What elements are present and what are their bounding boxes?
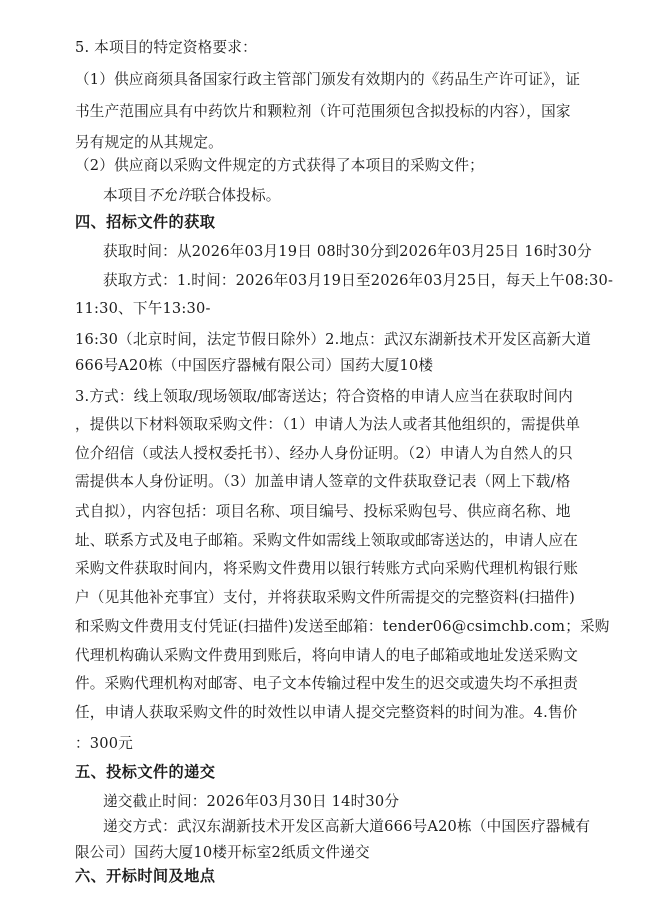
consortium-suffix: 联合体投标。 <box>191 187 281 204</box>
method-paragraph-line: ：300元 <box>75 735 134 752</box>
method-paragraph-line: 址、联系方式及电子邮箱。采购文件如需线上领取或邮寄送达的，申请人应在 <box>75 532 578 549</box>
consortium-prefix: 本项目 <box>103 187 148 204</box>
method-paragraph-line: 代理机构确认采购文件费用到账后，将向申请人的电子邮箱或地址发送采购文 <box>75 647 578 664</box>
method-paragraph-line: ，提供以下材料领取采购文件：（1）申请人为法人或者其他组织的，需提供单 <box>75 416 581 433</box>
section-6-heading: 六、开标时间及地点 <box>75 867 216 885</box>
qualification-title: 5. 本项目的特定资格要求： <box>75 39 257 56</box>
acquisition-method-line-3: 16:30（北京时间，法定节假日除外）2.地点：武汉东湖新技术开发区高新大道 <box>75 331 591 348</box>
method-paragraph-line: 件。采购代理机构对邮寄、电子文本传输过程中发生的迟交或遗失均不承担责 <box>75 675 578 692</box>
method-paragraph-line: 位介绍信（或法人授权委托书）、经办人身份证明。（2）申请人为自然人的只 <box>75 445 573 462</box>
method-paragraph-line: 户（见其他补充事宜）支付，并将获取采购文件所需提交的完整资料(扫描件) <box>75 589 575 606</box>
qualification-item-1-line-2: 书生产范围应具有中药饮片和颗粒剂（许可范围须包含拟投标的内容），国家 <box>75 103 571 120</box>
submission-deadline: 递交截止时间：2026年03月30日 14时30分 <box>103 793 400 810</box>
method-paragraph-line: 式自拟），内容包括：项目名称、项目编号、投标采购包号、供应商名称、地 <box>75 503 571 520</box>
method-paragraph-line: 3.方式：线上领取/现场领取/邮寄送达；符合资格的申请人应当在获取时间内 <box>75 388 573 405</box>
consortium-statement <box>103 186 281 206</box>
acquisition-method-line-2: 11:30、下午13:30- <box>75 300 211 317</box>
qualification-item-2: （2）供应商以采购文件规定的方式获得了本项目的采购文件； <box>75 157 484 174</box>
acquisition-method-line-4: 666号A20栋（中国医疗器械有限公司）国药大厦10楼 <box>75 357 434 374</box>
acquisition-time: 获取时间：从2026年03月19日 08时30分到2026年03月25日 16时30分 <box>103 243 592 260</box>
submission-method-line-2: 限公司）国药大厦10楼开标室2纸质文件递交 <box>75 844 370 861</box>
acquisition-method-line-1: 获取方式：1.时间：2026年03月19日至2026年03月25日，每天上午08:30- <box>103 272 614 289</box>
method-paragraph-line: 和采购文件费用支付凭证(扫描件)发送至邮箱：tender06@csimchb.com；采购 <box>75 618 610 635</box>
consortium-emphasis: 不允许 <box>147 187 192 204</box>
method-paragraph-line: 采购文件获取时间内，将采购文件费用以银行转账方式向采购代理机构银行账 <box>75 560 578 577</box>
qualification-item-1-line-1: （1）供应商须具备国家行政主管部门颁发有效期内的《药品生产许可证》，证 <box>75 71 581 88</box>
method-paragraph-line: 任，申请人获取采购文件的时效性以申请人提交完整资料的时间为准。4.售价 <box>75 704 578 721</box>
qualification-item-1-line-3: 另有规定的从其规定。 <box>75 134 223 151</box>
section-4-heading: 四、招标文件的获取 <box>75 213 216 231</box>
submission-method-line-1: 递交方式：武汉东湖新技术开发区高新大道666号A20栋（中国医疗器械有 <box>103 818 591 835</box>
section-5-heading: 五、投标文件的递交 <box>75 763 216 781</box>
method-paragraph-line: 需提供本人身份证明。（3）加盖申请人签章的文件获取登记表（网上下载/格 <box>75 473 571 490</box>
